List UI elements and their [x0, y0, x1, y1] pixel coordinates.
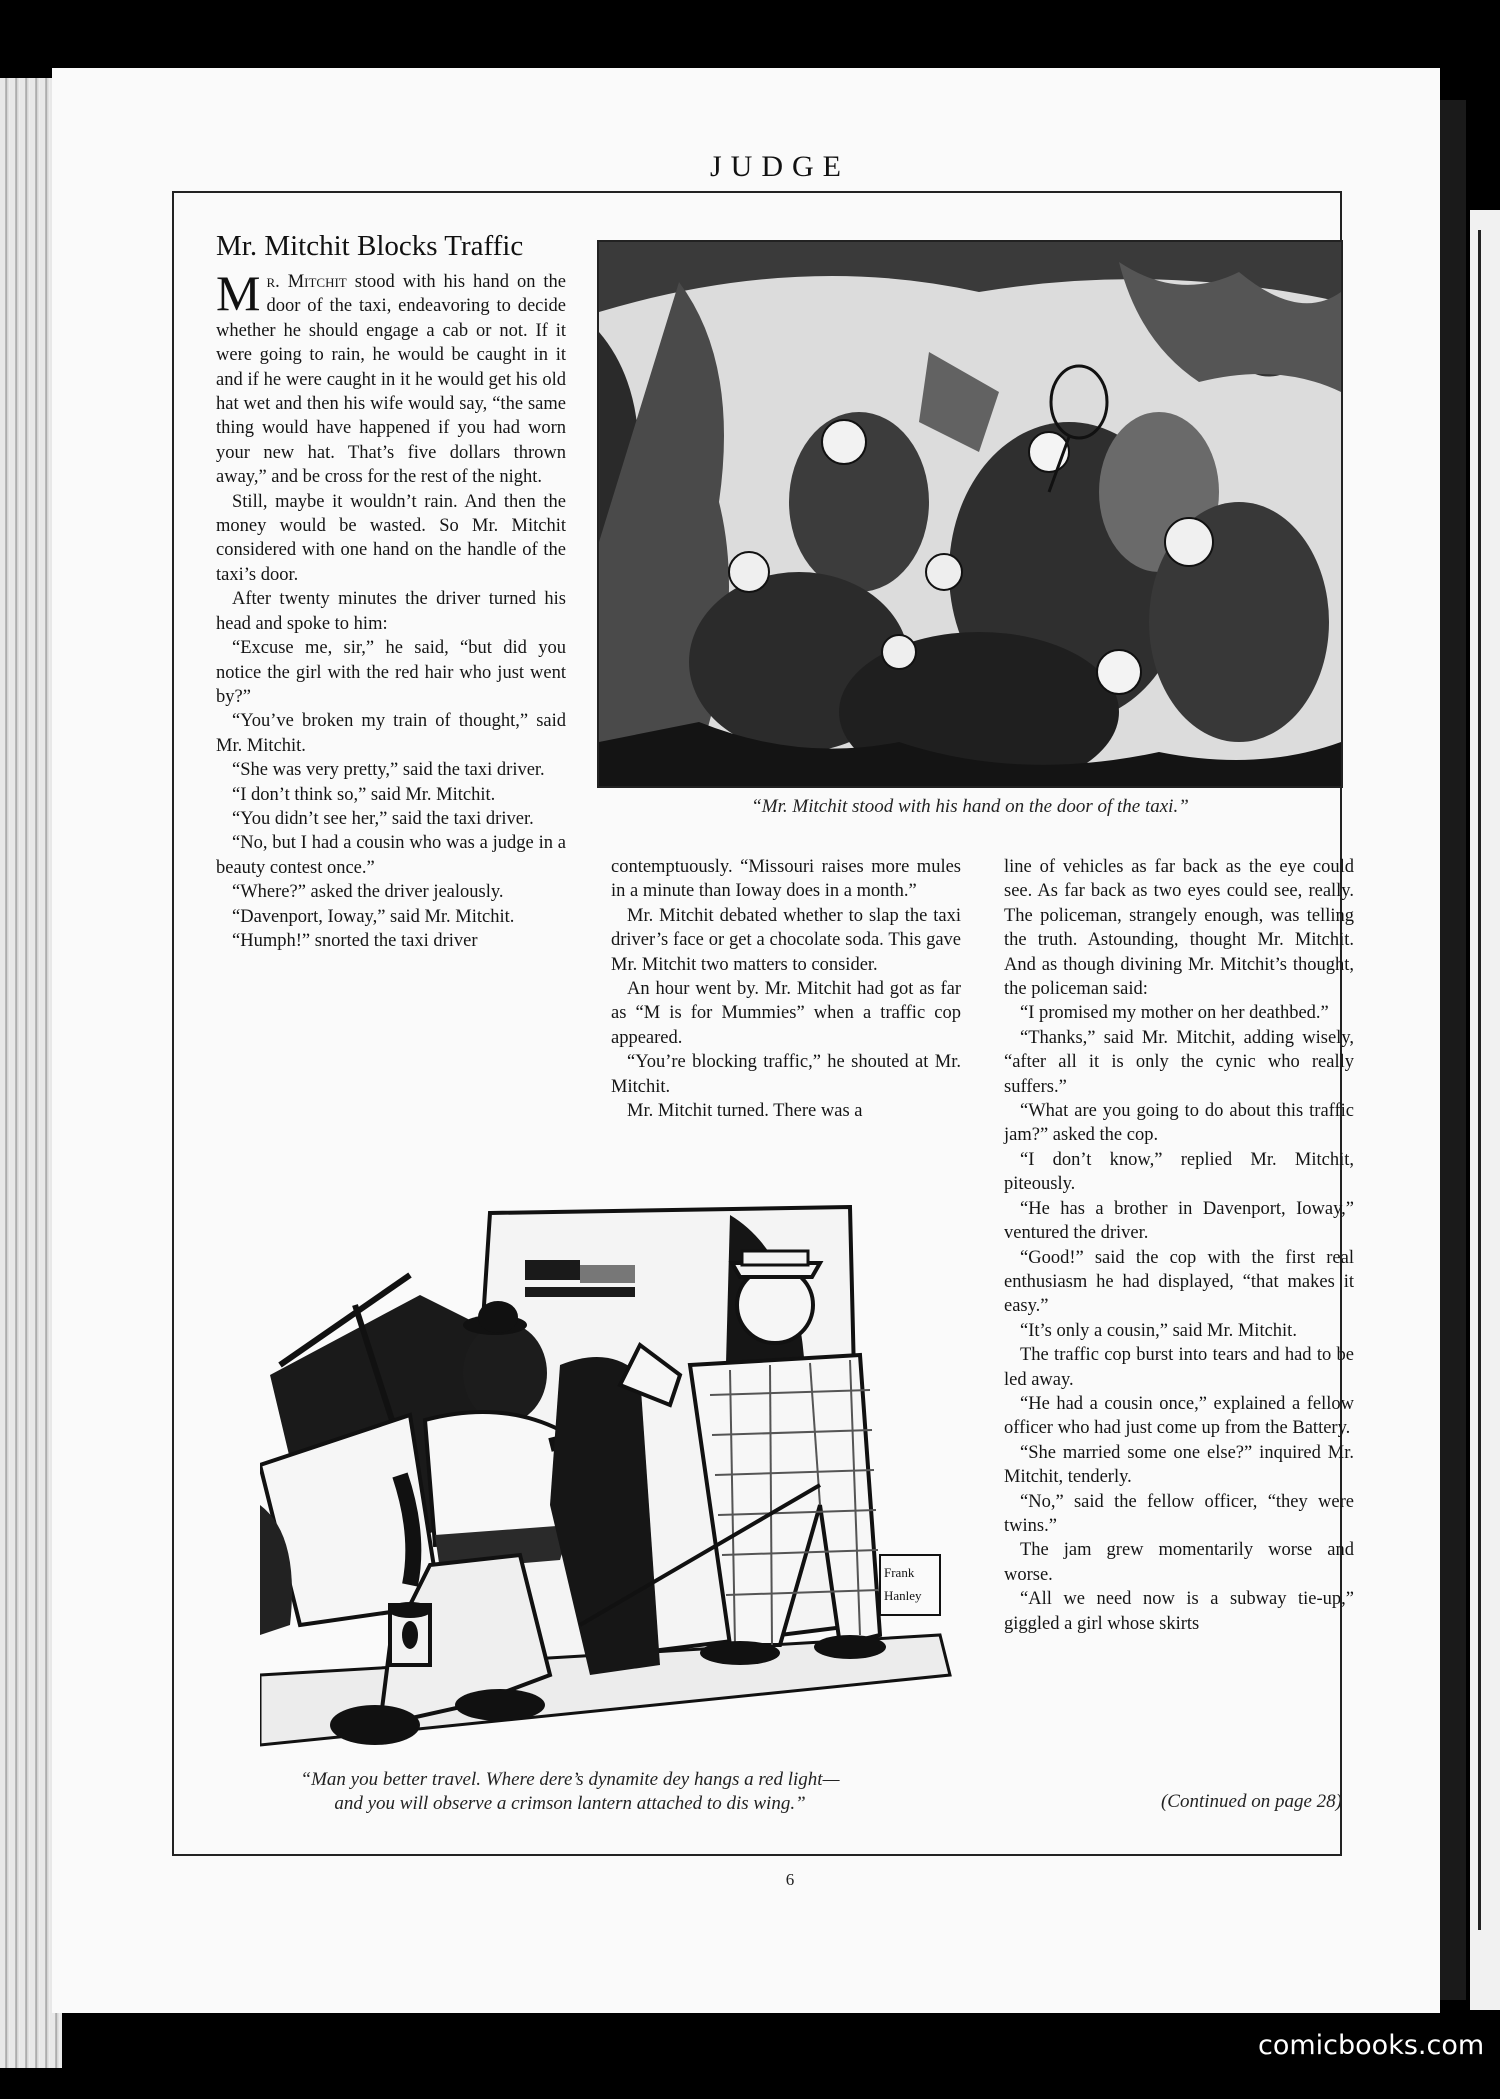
- paragraph: “All we need now is a subway tie-up,” giggled a girl whose skirts: [1004, 1589, 1354, 1634]
- adjacent-page-edge: [1470, 210, 1500, 2010]
- paragraph: “No, but I had a cousin who was a judge in a beauty contest once.”: [216, 833, 566, 878]
- opening-smallcaps: r. Mitchit: [266, 272, 347, 292]
- paragraph: contemptuously. “Missouri raises more mules in a minute than Ioway does in a month.”: [611, 857, 961, 902]
- article-headline: Mr. Mitchit Blocks Traffic: [216, 230, 524, 262]
- paragraph: “Good!” said the cop with the first real enthusiasm he had displayed, “that makes it easy.”: [1004, 1247, 1354, 1317]
- paragraph: “You’ve broken my train of thought,” said Mr. Mitchit.: [216, 711, 566, 756]
- paragraph: Mr. Mitchit debated whether to slap the taxi driver’s face or get a chocolate soda. This gave Mr. Mitchit two matters to consider.: [611, 905, 961, 975]
- continued-note: (Continued on page 28): [1160, 1791, 1342, 1812]
- cartoon-signature-first: Frank: [884, 1565, 915, 1580]
- paragraph: Still, maybe it wouldn’t rain. And then the money would be wasted. So Mr. Mitchit considered with one hand on the handle of the taxi’s door.: [216, 491, 566, 585]
- magazine-masthead: JUDGE: [710, 150, 850, 183]
- page-number: 6: [785, 1870, 795, 1889]
- paragraph: “He had a cousin once,” explained a fellow officer who had just come up from the Battery.: [1004, 1393, 1354, 1439]
- cartoon-caption: [240, 1768, 900, 1816]
- binding-shadow: [1440, 100, 1466, 2000]
- cartoon-drawing: [260, 1205, 960, 1765]
- party-scene-illustration: [597, 240, 1343, 788]
- top-illustration-caption: “Mr. Mitchit stood with his hand on the door of the taxi.”: [751, 796, 1189, 817]
- cartoon-caption-line-1: “Man you better travel. Where dere’s dynamite dey hangs a red light—: [300, 1769, 840, 1790]
- paragraph: An hour went by. Mr. Mitchit had got as far as “M is for Mummies” when a traffic cop appeared.: [611, 979, 961, 1048]
- article-column-1: [216, 265, 566, 953]
- drop-cap: M: [216, 265, 261, 321]
- paragraph-text: stood with his hand on the door of the taxi, endeavoring to decide whether he should engage a cab or not. If it were going to rain, he would be caught in it and if he were caught in it he would get his old hat wet and then his wife would say, “the same thing would have happened if you had worn your new hat. That’s five dollars thrown away,” and be cross for the rest of the night.: [216, 272, 566, 488]
- paragraph: “Excuse me, sir,” he said, “but did you notice the girl with the red hair who just went by?”: [216, 638, 566, 707]
- paragraph: “You’re blocking traffic,” he shouted at Mr. Mitchit.: [611, 1052, 961, 1097]
- paragraph: “I don’t think so,” said Mr. Mitchit.: [232, 784, 496, 805]
- paragraph: “He has a brother in Davenport, Ioway,” ventured the driver.: [1004, 1198, 1354, 1244]
- opening-paragraph: [216, 265, 566, 490]
- paragraph: “She married some one else?” inquired Mr. Mitchit, tenderly.: [1004, 1442, 1354, 1488]
- paragraph: “Humph!” snorted the taxi driver: [232, 930, 478, 951]
- paragraph: “You didn’t see her,” said the taxi driver.: [232, 808, 534, 829]
- watermark: comicbooks.com: [1258, 2030, 1485, 2061]
- paragraph: “I promised my mother on her deathbed.”: [1020, 1003, 1329, 1024]
- paragraph: The traffic cop burst into tears and had to be led away.: [1004, 1345, 1354, 1390]
- paragraph: “What are you going to do about this traffic jam?” asked the cop.: [1004, 1101, 1354, 1146]
- paragraph: “Thanks,” said Mr. Mitchit, adding wisely, “after all it is only the cynic who really suffers.”: [1004, 1027, 1354, 1097]
- paragraph: “She was very pretty,” said the taxi driver.: [232, 760, 545, 781]
- adjacent-page-rule: [1478, 230, 1481, 1930]
- paragraph: “Where?” asked the driver jealously.: [232, 882, 504, 903]
- paragraph: line of vehicles as far back as the eye could see. As far back as two eyes could see, really. The policeman, strangely enough, was telling the truth. Astounding, thought Mr. Mitchit. And as though divining Mr. Mitchit’s thought, the policeman said:: [1004, 857, 1354, 1000]
- paragraph: After twenty minutes the driver turned his head and spoke to him:: [216, 589, 566, 634]
- paragraph: “Davenport, Ioway,” said Mr. Mitchit.: [232, 906, 515, 927]
- paragraph: “No,” said the fellow officer, “they were twins.”: [1004, 1491, 1354, 1536]
- cartoon-signature-last: Hanley: [884, 1588, 922, 1603]
- paragraph: “It’s only a cousin,” said Mr. Mitchit.: [1020, 1320, 1297, 1341]
- paragraph: “I don’t know,” replied Mr. Mitchit, piteously.: [1004, 1149, 1354, 1195]
- cartoon-caption-line-2: and you will observe a crimson lantern attached to dis wing.”: [334, 1793, 806, 1814]
- article-column-2: [611, 855, 961, 1123]
- article-column-3: [1004, 855, 1354, 1636]
- party-scene-drawing: [599, 242, 1341, 786]
- cartoon-illustration: [260, 1205, 960, 1765]
- paragraph: The jam grew momentarily worse and worse.: [1004, 1540, 1354, 1585]
- paragraph: Mr. Mitchit turned. There was a: [627, 1101, 863, 1122]
